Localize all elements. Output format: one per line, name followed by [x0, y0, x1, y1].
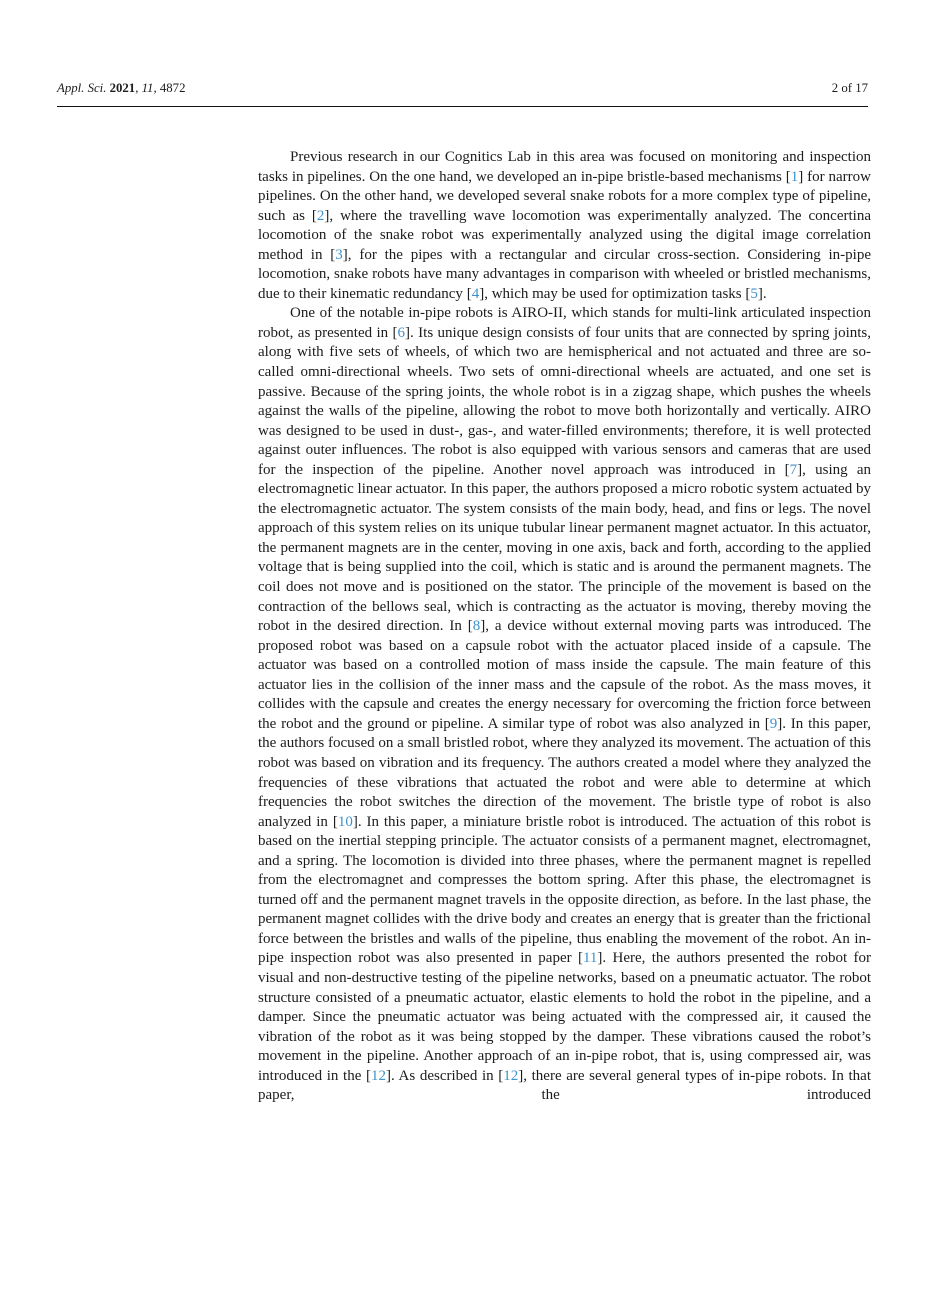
header-separator: , [135, 81, 142, 95]
header-separator-2: , [153, 81, 160, 95]
journal-reference [57, 81, 185, 96]
citation-link-7[interactable]: 7 [789, 461, 798, 478]
citation-link-12[interactable]: 12 [371, 1067, 387, 1084]
citation-link-6[interactable]: 6 [397, 324, 406, 341]
journal-volume: 11 [141, 81, 154, 95]
running-header [57, 81, 868, 96]
paragraph: Previous research in our Cognitics Lab in this area was focused on monitoring and inspection tasks in pipelines. On the one hand, we developed an in-pipe bristle-based mechanisms [1] for narrow pipelines. On the other hand, we developed several snake robots for a more complex type of pipeline, such as [2], where the travelling wave locomotion was experimentally analyzed. The concertina locomotion of the snake robot was experimentally analyzed using the digital image correlation method in [3], for the pipes with a rectangular and circular cross-section. Considering in-pipe locomotion, snake robots have many advantages in comparison with wheeled or bristled mechanisms, due to their kinematic redundancy [4], which may be used for optimization tasks [5]. [258, 149, 871, 302]
citation-link-5[interactable]: 5 [750, 285, 758, 302]
page-number-indicator: 2 of 17 [831, 81, 868, 95]
journal-name: Appl. Sci. [57, 81, 110, 95]
citation-link-10[interactable]: 10 [337, 813, 353, 830]
journal-year: 2021 [109, 81, 136, 95]
citation-link-11[interactable]: 11 [582, 950, 598, 967]
citation-link-9[interactable]: 9 [769, 715, 778, 732]
citation-link-2[interactable]: 2 [316, 207, 325, 224]
article-number: 4872 [159, 81, 186, 95]
citation-link-1[interactable]: 1 [790, 168, 799, 185]
citation-link-4[interactable]: 4 [471, 285, 480, 302]
paragraph: One of the notable in-pipe robots is AIRO-II, which stands for multi-link articulated inspection robot, as presented in [6]. Its unique design consists of four units that are connected by spring joints, along with five sets of wheels, of which two are hemispherical and not actuated and three are so-called omni-directional wheels. Two sets of omni-directional wheels are actuated, and one set is passive. Because of the spring joints, the whole robot is in a zigzag shape, which pushes the wheels against the walls of the pipeline, allowing the robot to move both horizontally and vertically. AIRO was designed to be used in dust-, gas-, and water-filled environments; therefore, it is well protected against outer influences. The robot is also equipped with various sensors and cameras that are used for the inspection of the pipeline. Another novel approach was introduced in [7], using an electromagnetic linear actuator. In this paper, the authors proposed a micro robotic system actuated by the electromagnetic actuator. The system consists of the main body, head, and fins or legs. The novel approach of this system relies on its unique tubular linear permanent magnet actuator. In this actuator, the permanent magnets are in the center, moving in one axis, back and forth, according to the applied voltage that is being supplied into the coil, which is static and is around the permanent magnets. The coil does not move and is positioned on the stator. The principle of the movement is based on the contraction of the bellows seal, which is contracting as the actuator is moving, thereby moving the robot in the desired direction. In [8], a device without external moving parts was introduced. The proposed robot was based on a capsule robot with the actuator placed inside of a capsule. The actuator was based on a controlled motion of mass inside the capsule. The main feature of this actuator lies in the collision of the inner mass and the capsule of the robot. As the mass moves, it collides with the capsule and creates the energy necessary for overcoming the friction force between the robot and the ground or pipeline. A similar type of robot was also analyzed in [9]. In this paper, the authors focused on a small bristled robot, where they analyzed its movement. The actuation of this robot was based on vibration and its frequency. The authors created a model where they analyzed the frequencies of these vibrations that actuated the robot and were able to determine at which frequencies the robot switches the direction of the movement. The bristle type of robot is also analyzed in [10]. In this paper, a miniature bristle robot is introduced. The actuation of this robot is based on the inertial stepping principle. The actuator consists of a permanent magnet, electromagnet, and a spring. The locomotion is divided into three phases, where the permanent magnet is repelled from the electromagnet and compresses the bottom spring. After this phase, the electromagnet is turned off and the permanent magnet travels in the opposite direction, as before. In the last phase, the permanent magnet collides with the drive body and creates an energy that is greater than the frictional force between the bristles and walls of the pipeline, thus enabling the movement of the robot. An in-pipe inspection robot was also presented in paper [11]. Here, the authors presented the robot for visual and non-destructive testing of the pipeline networks, based on a pneumatic actuator. The robot structure consisted of a pneumatic actuator, elastic elements to hold the robot in the pipeline, and a damper. Since the pneumatic actuator was being actuated with the compressed air, it caused the vibration of the robot as it was being stopped by the damper. These vibrations caused the robot’s movement in the pipeline. Another approach of an in-pipe robot, that is, using compressed air, was introduced in the [12]. As described in [12], there are several general types of in-pipe robots. In that paper, the introduced [258, 305, 872, 1104]
article-body [258, 148, 871, 1106]
header-rule [57, 106, 868, 107]
citation-link-8[interactable]: 8 [472, 618, 481, 635]
citation-link-12[interactable]: 12 [503, 1067, 519, 1084]
citation-link-3[interactable]: 3 [335, 246, 343, 263]
